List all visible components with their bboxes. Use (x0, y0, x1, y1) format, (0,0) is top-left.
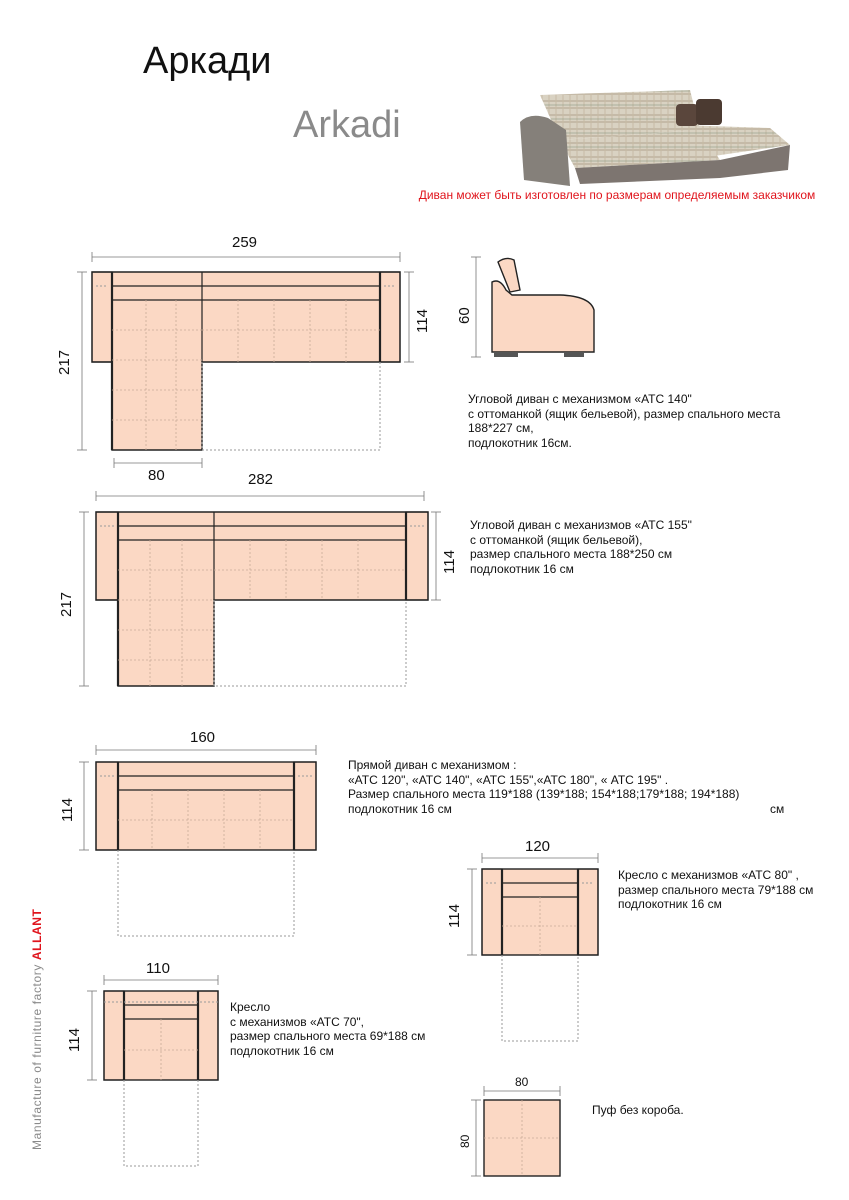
side-brand-text: Manufacture of furniture factory ALLANT (30, 908, 44, 1150)
dim-width-4: 120 (525, 838, 551, 855)
description-5: Кресло с механизмов «АТС 70", размер спального места 69*188 см подлокотник 16 см (230, 1000, 426, 1058)
dim-width-5: 110 (146, 960, 170, 977)
dim-depth-2: 217 (58, 591, 75, 617)
dim-seat-3: 114 (59, 798, 76, 822)
dim-seat-1: 114 (414, 309, 431, 333)
drawing-straight-sofa-160 (79, 745, 316, 936)
dim-ottoman-1: 80 (148, 467, 165, 484)
description-4: Кресло с механизмов «АТС 80" , размер спального места 79*188 см подлокотник 16 см (618, 868, 814, 911)
drawing-corner-sofa-282 (79, 491, 441, 686)
drawing-armchair-120 (467, 853, 598, 1041)
description-2: Угловой диван с механизмов «АТС 155" с оттоманкой (ящик бельевой), размер спального места 188*250 см подлокотник 16 см (470, 518, 692, 576)
description-1: Угловой диван с механизмом «АТС 140" с оттоманкой (ящик бельевой), размер спального места 188*227 см, подлокотник 16см. (468, 392, 781, 450)
dim-depth-1: 217 (56, 349, 73, 375)
dim-width-6: 80 (515, 1075, 529, 1089)
drawing-pouf-80 (471, 1086, 560, 1176)
drawing-side-view (471, 257, 594, 357)
dim-width-1: 259 (232, 234, 258, 251)
dim-side-height: 60 (456, 307, 473, 324)
drawing-corner-sofa-259 (77, 252, 414, 468)
dim-seat-5: 114 (66, 1028, 83, 1052)
description-3-unit: см (770, 802, 785, 816)
page-title: Аркади (143, 40, 272, 82)
page-subtitle: Arkadi (293, 104, 401, 146)
dim-seat-4: 114 (446, 904, 463, 928)
dim-width-3: 160 (190, 729, 216, 746)
description-3: Прямой диван с механизмом : «АТС 120", «АТС 140", «АТС 155",«АТС 180", « АТС 195" . Размер спального места 119*188 (139*188; 154*188;179*188; 194*188) подлокотник 16 см (348, 758, 740, 816)
drawing-armchair-110 (87, 975, 218, 1166)
dim-seat-2: 114 (441, 550, 458, 574)
dim-depth-6: 80 (458, 1134, 472, 1148)
custom-size-notice: Диван может быть изготовлен по размерам определяемым заказчиком (418, 188, 816, 202)
description-6: Пуф без короба. (592, 1103, 684, 1117)
dim-width-2: 282 (248, 471, 274, 488)
